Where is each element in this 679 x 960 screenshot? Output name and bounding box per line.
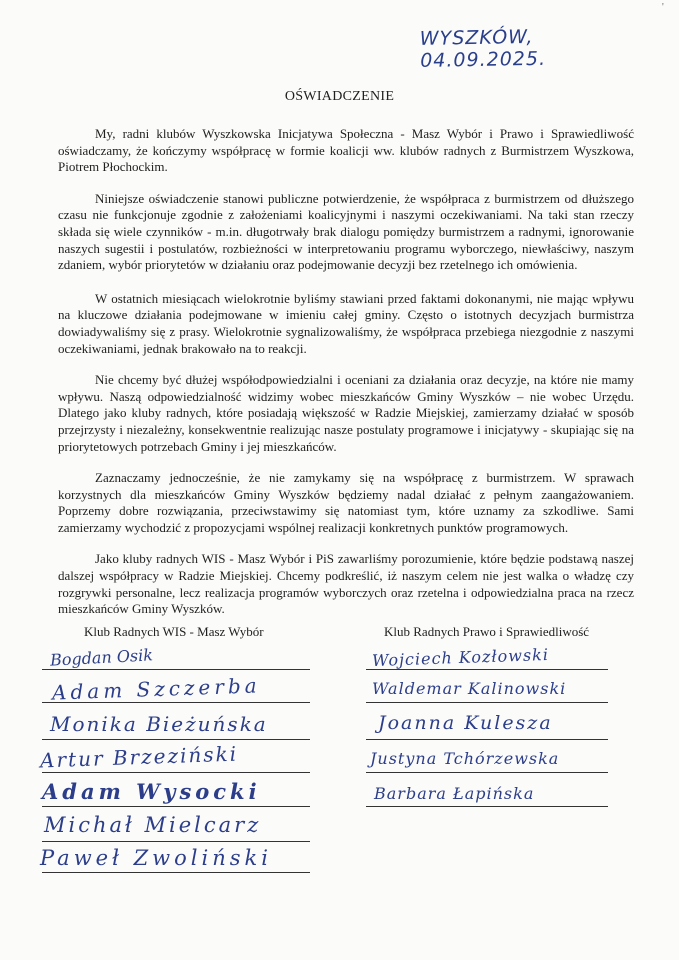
signature-line bbox=[366, 806, 608, 807]
signature-line bbox=[42, 841, 310, 842]
paragraph-6: Jako kluby radnych WIS - Masz Wybór i PiS zawarliśmy porozumienie, które będzie podstawą naszej dalszej współpracy w Radzie Miejskiej. Chcemy podkreślić, iż naszym celem nie jest walka o władzę czy rozgrywki personalne, lecz realizacja programów wyborczych oraz rzetelna i odpowiedzialna praca na rzecz mieszkańców Gminy Wyszków. bbox=[58, 551, 634, 617]
signature-line bbox=[366, 772, 608, 773]
handwritten-date: WYSZKÓW, 04.09.2025. bbox=[419, 25, 547, 72]
signature-left-3: Monika Bieżuńska bbox=[50, 712, 268, 736]
signature-right-1: Wojciech Kozłowski bbox=[371, 644, 550, 671]
signature-left-7: Paweł Zwoliński bbox=[40, 846, 272, 870]
signature-left-4: Artur Brzeziński bbox=[39, 741, 239, 773]
signature-line bbox=[42, 739, 310, 740]
signature-right-3: Joanna Kulesza bbox=[378, 712, 553, 734]
signature-line bbox=[366, 702, 608, 703]
signature-left-5: Adam Wysocki bbox=[42, 779, 261, 804]
document-title: OŚWIADCZENIE bbox=[284, 89, 395, 104]
signature-left-6: Michał Mielcarz bbox=[44, 813, 262, 837]
signature-line bbox=[366, 669, 608, 670]
signature-line bbox=[42, 772, 310, 773]
paragraph-4: Nie chcemy być dłużej współodpowiedzialni i oceniani za działania oraz decyzje, na które nie mamy wpływu. Naszą odpowiedzialność widzimy wobec mieszkańców Gminy Wyszków – nie wobec Urzędu. Dlatego jako kluby radnych, które posiadają większość w Radzie Miejskiej, zamierzamy działać w sposób przejrzysty i niezależny, konsekwentnie realizując nasze postulaty programowe i inicjatywy - skupiając się na priorytetowych potrzebach Gminy i jej mieszkańców. bbox=[58, 372, 634, 454]
document-body bbox=[58, 126, 634, 633]
left-club-heading: Klub Radnych WIS - Masz Wybór bbox=[84, 624, 264, 639]
signature-line bbox=[42, 872, 310, 873]
paragraph-3: W ostatnich miesiącach wielokrotnie byliśmy stawiani przed faktami dokonanymi, nie mając wpływu na kluczowe działania podejmowane w imieniu całej gminy. Często o istotnych decyzjach burmistrza dowiadywaliśmy się z prasy. Wielokrotnie sygnalizowaliśmy, że współpraca przebiega niezgodnie z naszymi oczekiwaniami, jednak brakowało na to reakcji. bbox=[58, 290, 634, 356]
signature-right-4: Justyna Tchórzewska bbox=[370, 749, 560, 768]
signature-right-5: Barbara Łapińska bbox=[374, 784, 535, 803]
right-club-heading: Klub Radnych Prawo i Sprawiedliwość bbox=[384, 624, 590, 639]
signature-line bbox=[42, 806, 310, 807]
paragraph-2: Niniejsze oświadczenie stanowi publiczne potwierdzenie, że współpraca z burmistrzem od dłuższego czasu nie funkcjonuje zgodnie z założeniami koalicyjnymi i naszymi oczekiwaniami. Na taki stan rzeczy składa się wiele czynników - m.in. długotrwały brak dialogu pomiędzy burmistrzem a radnymi, ignorowanie naszych sugestii i postulatów, rozbieżności w interpretowaniu programu wyborczego, niewłaściwy, naszym zdaniem, wybór priorytetów w działaniu oraz podejmowanie decyzji bez rzetelnego ich omówienia. bbox=[58, 190, 634, 273]
paragraph-5: Zaznaczamy jednocześnie, że nie zamykamy się na współpracę z burmistrzem. W sprawach korzystnych dla mieszkańców Gminy Wyszków będziemy nadal działać z pełnym zaangażowaniem. Poprzemy dobre rozwiązania, przeciwstawimy się natomiast tym, które uznamy za szkodliwe. Sami zamierzamy wychodzić z propozycjami wspólnej realizacji konkretnych punktów programowych. bbox=[58, 470, 634, 535]
signature-left-1: Bogdan Osik bbox=[49, 645, 154, 670]
signature-right-2: Waldemar Kalinowski bbox=[372, 679, 567, 698]
paragraph-1: My, radni klubów Wyszkowska Inicjatywa Społeczna - Masz Wybór i Prawo i Sprawiedliwość oświadczamy, że kończymy współpracę w formie koalicji ww. klubów radnych z Burmistrzem Wyszkowa, Piotrem Płochockim. bbox=[58, 126, 634, 175]
signature-line bbox=[42, 669, 310, 670]
signature-line bbox=[366, 739, 608, 740]
scan-mark: ' bbox=[662, 2, 664, 13]
signature-left-2: Adam Szczerba bbox=[51, 673, 261, 705]
